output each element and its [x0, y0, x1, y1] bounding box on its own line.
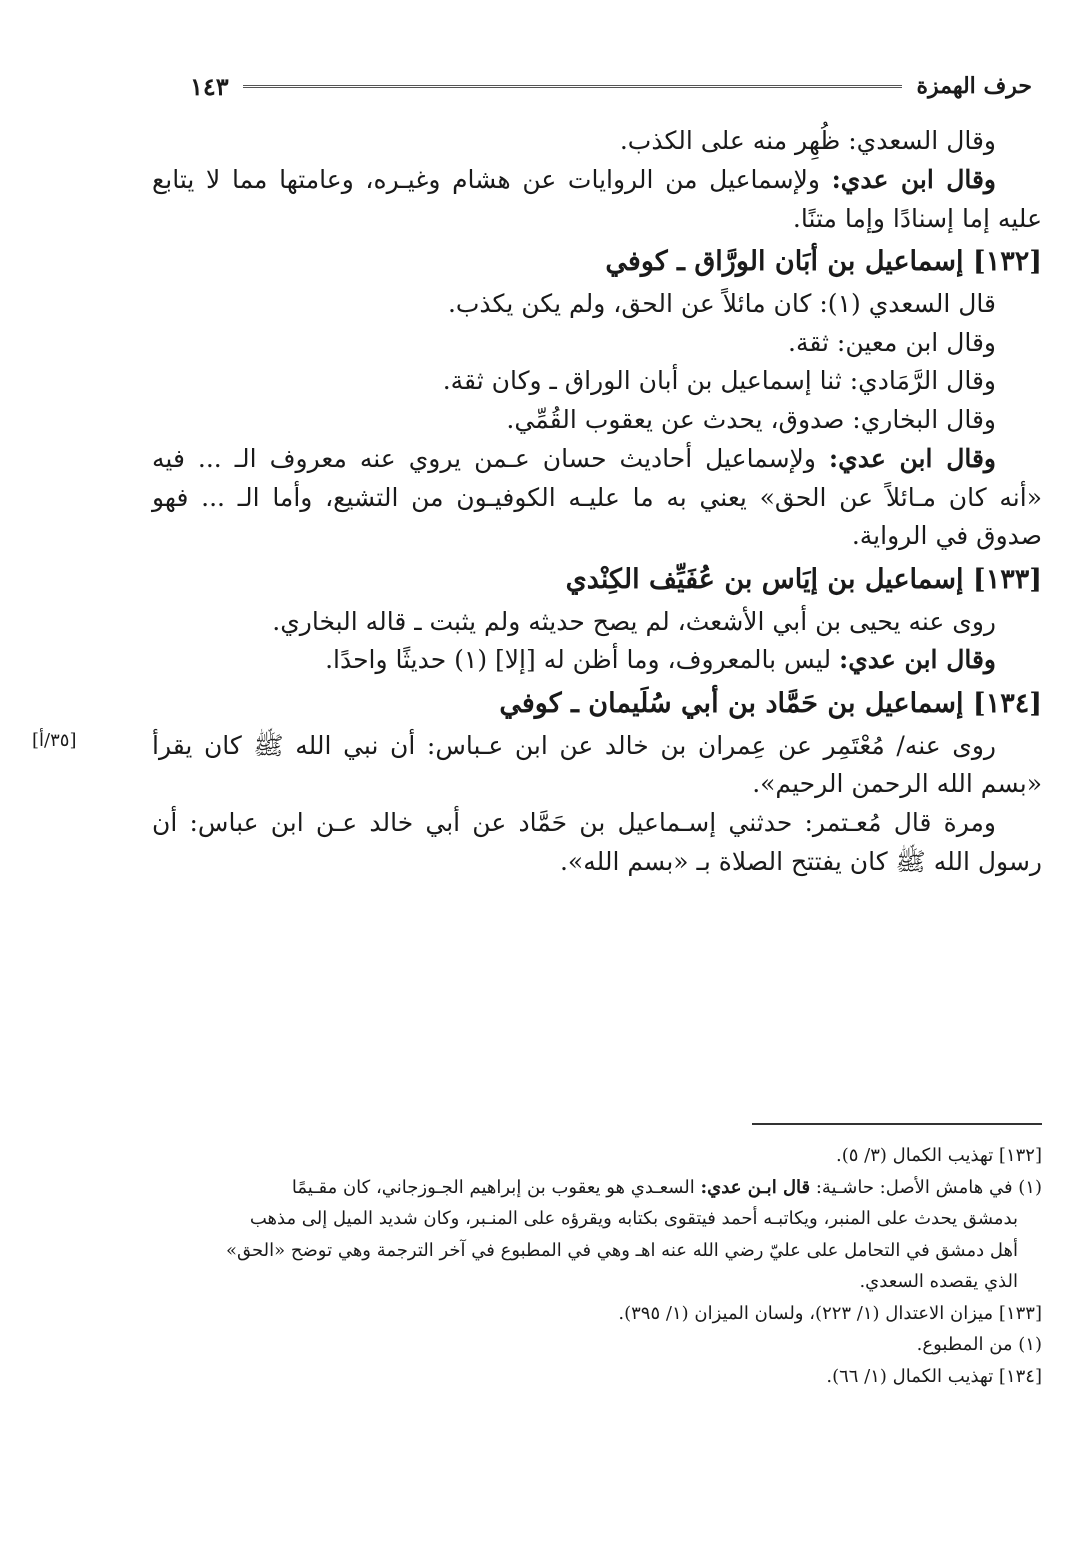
- entry-heading-134: [١٣٤] إسماعيل بن حَمَّاد بن أبي سُلَيمان ـ كوفي: [499, 688, 1042, 719]
- text-line: [152, 161, 1042, 200]
- main-text: [32, 122, 1042, 882]
- text-line: [152, 440, 1042, 479]
- footnote-continuation: الذي يقصده السعدي.: [859, 1271, 1018, 1292]
- text-line: [32, 727, 1042, 766]
- text-span: روى عنه/ مُعْتَمِر عن عِمران بن خالد عن ابن عـباس: أن نبي الله ﷺ كان يقرأ: [152, 730, 996, 760]
- footnote: [152, 1172, 1042, 1204]
- text-line: وقال ابن معين: ثقة.: [788, 327, 996, 357]
- text-line: رسول الله ﷺ كان يفتتح الصلاة بـ «بسم الله».: [559, 846, 1042, 876]
- text-span: (١) في هامش الأصل: حاشـية:: [810, 1176, 1042, 1198]
- footnotes: [152, 1140, 1042, 1392]
- footnote-separator: [752, 1123, 1042, 1125]
- text-line: صدوق في الرواية.: [851, 521, 1042, 551]
- footnote: [١٣٢] تهذيب الكمال (٣/ ٥).: [836, 1145, 1042, 1166]
- footnote: [١٣٤] تهذيب الكمال (١/ ٦٦).: [826, 1365, 1042, 1387]
- running-header: [190, 66, 1032, 106]
- text-line: قال السعدي (١): كان مائلاً عن الحق، ولم يكن يكذب.: [447, 288, 996, 318]
- text-line: «بسم الله الرحمن الرحيم».: [752, 769, 1042, 799]
- text-line: [152, 641, 1042, 680]
- footnote-continuation: أهل دمشق في التحامل على عليّ رضي الله عنه اهـ وهي في المطبوع في آخر الترجمة وهي توضح «الحق»: [226, 1239, 1018, 1261]
- text-span: ولإسماعيل من الروايات عن هشام وغيـره، وعامتها مما لا يتابع: [152, 164, 832, 194]
- speaker-lead: وقال ابن عدي:: [839, 645, 996, 675]
- text-line: روى عنه يحيى بن أبي الأشعث، لم يصح حديثه ولم يثبت ـ قاله البخاري.: [272, 606, 996, 636]
- text-span: السعـدي هو يعقوب بن إبراهيم الجـوزجاني، كان مقـيمًا: [291, 1176, 701, 1198]
- text-line: وقال السعدي: ظُهِر منه على الكذب.: [619, 126, 996, 155]
- text-line: عليه إما إسنادًا وإما متنًا.: [792, 203, 1042, 233]
- speaker-lead: قال ابـن عدي:: [700, 1176, 811, 1198]
- speaker-lead: وقال ابن عدي:: [831, 164, 996, 194]
- page-number: ١٤٣: [190, 71, 229, 101]
- text-line: «أنه كان مـائلاً عن الحق» يعني به ما عليـه الكوفيـون من التشيع، وأما الـ ... فهو: [152, 482, 1042, 512]
- manuscript-folio-marker: [٣٥/أ]: [32, 729, 77, 751]
- text-line: ومرة قال مُعـتمر: حدثني إسـماعيل بن حَمَّاد عن أبي خالد عـن ابن عباس: أن: [152, 808, 996, 837]
- entry-heading-133: [١٣٣] إسماعيل بن إيَاس بن عُفَيِّف الكِنْدي: [565, 564, 1042, 595]
- text-span: ولإسماعيل أحاديث حسان عـمن يروي عنه معروف الـ ... فيه: [152, 443, 829, 473]
- text-span: ليس بالمعروف، وما أظن له [إلا] (١) حديثًا واحدًا.: [325, 645, 840, 675]
- text-line: وقال البخاري: صدوق، يحدث عن يعقوب القُمِّي.: [506, 405, 996, 434]
- chapter-title: حرف الهمزة: [916, 73, 1032, 99]
- footnote-continuation: بدمشق يحدث على المنبر، ويكاتبـه أحمد فيتقوى بكتابه ويقرؤه على المنـبر، وكان شديد الميل إلى مذهب: [249, 1208, 1018, 1229]
- text-line: وقال الرَّمَادي: ثنا إسماعيل بن أبان الوراق ـ وكان ثقة.: [442, 366, 996, 396]
- footnote: (١) من المطبوع.: [916, 1334, 1042, 1355]
- header-rule: [243, 85, 903, 88]
- entry-heading-132: [١٣٢] إسماعيل بن أبَان الورَّاق ـ كوفي: [605, 246, 1042, 278]
- footnote: [١٣٣] ميزان الاعتدال (١/ ٢٢٣)، ولسان الميزان (١/ ٣٩٥).: [618, 1302, 1042, 1324]
- speaker-lead: وقال ابن عدي:: [828, 443, 996, 473]
